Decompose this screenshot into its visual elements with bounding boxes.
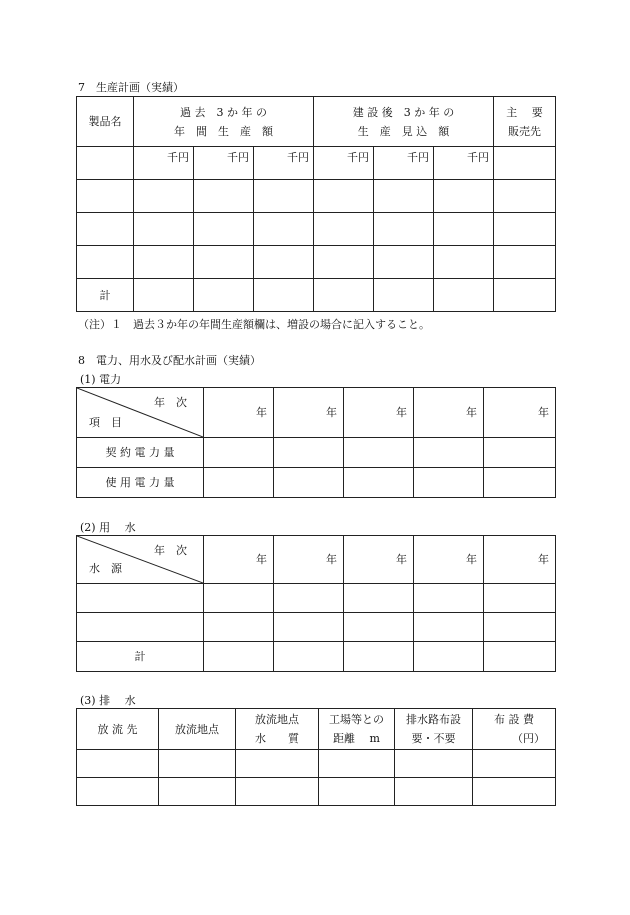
unit-label: 千円: [194, 147, 254, 180]
part-3-title: (3) 排 水: [80, 694, 136, 707]
header-discharge-destination: 放 流 先: [77, 709, 159, 750]
table-row: [77, 180, 556, 213]
table-row: [77, 613, 556, 642]
diagonal-header-cell: [77, 388, 204, 438]
cell: [77, 147, 134, 180]
drainage-table: [76, 708, 556, 806]
diagonal-header-cell: [77, 536, 204, 584]
year-label: 年: [274, 388, 344, 438]
table-row: [77, 778, 556, 806]
year-label: 年: [204, 536, 274, 584]
diag-label-year: 年 次: [154, 544, 187, 557]
diag-label-year: 年 次: [154, 396, 187, 409]
header-drain-required: 排水路布設 要・不要: [395, 709, 473, 750]
cell: [494, 147, 556, 180]
header-distance: 工場等との 距離 m: [319, 709, 395, 750]
diag-label-source: 水 源: [89, 562, 122, 575]
year-label: 年: [204, 388, 274, 438]
unit-label: 千円: [134, 147, 194, 180]
unit-label: 千円: [314, 147, 374, 180]
table-row: [77, 584, 556, 613]
header-past-3-years: 過 去 3 か 年 の 年 間 生 産 額: [134, 97, 314, 147]
unit-label: 千円: [434, 147, 494, 180]
table-row: [77, 750, 556, 778]
header-installation-cost: 布 設 費 （円）: [473, 709, 556, 750]
year-label: 年: [274, 536, 344, 584]
electricity-table: [76, 387, 556, 498]
total-row: [77, 279, 556, 312]
section-8-title: 8 電力、用水及び配水計画（実績）: [78, 354, 261, 367]
row-label-contract-power: 契 約 電 力 量: [77, 438, 204, 468]
production-plan-table: [76, 96, 556, 312]
diag-label-item: 項 目: [89, 416, 122, 429]
header-water-quality: 放流地点 水 質: [236, 709, 319, 750]
header-main-customers: 主 要 販売先: [494, 97, 556, 147]
section-7-title: 7 生産計画（実績）: [78, 81, 184, 94]
table-row: [77, 246, 556, 279]
water-supply-table: [76, 535, 556, 672]
header-future-3-years: 建 設 後 3 か 年 の 生 産 見 込 額: [314, 97, 494, 147]
year-label: 年: [344, 388, 414, 438]
year-label: 年: [414, 536, 484, 584]
table-row: [77, 213, 556, 246]
part-1-title: (1) 電力: [80, 373, 122, 386]
year-label: 年: [344, 536, 414, 584]
year-label: 年: [414, 388, 484, 438]
header-discharge-point: 放流地点: [159, 709, 236, 750]
header-product-name: 製品名: [77, 97, 134, 147]
total-label: 計: [77, 642, 204, 672]
total-label: 計: [77, 279, 134, 312]
year-label: 年: [484, 536, 556, 584]
year-label: 年: [484, 388, 556, 438]
row-label-used-power: 使 用 電 力 量: [77, 468, 204, 498]
unit-label: 千円: [374, 147, 434, 180]
section-7-note: （注）１ 過去３か年の年間生産額欄は、増設の場合に記入すること。: [78, 318, 430, 331]
unit-label: 千円: [254, 147, 314, 180]
part-2-title: (2) 用 水: [80, 521, 136, 534]
